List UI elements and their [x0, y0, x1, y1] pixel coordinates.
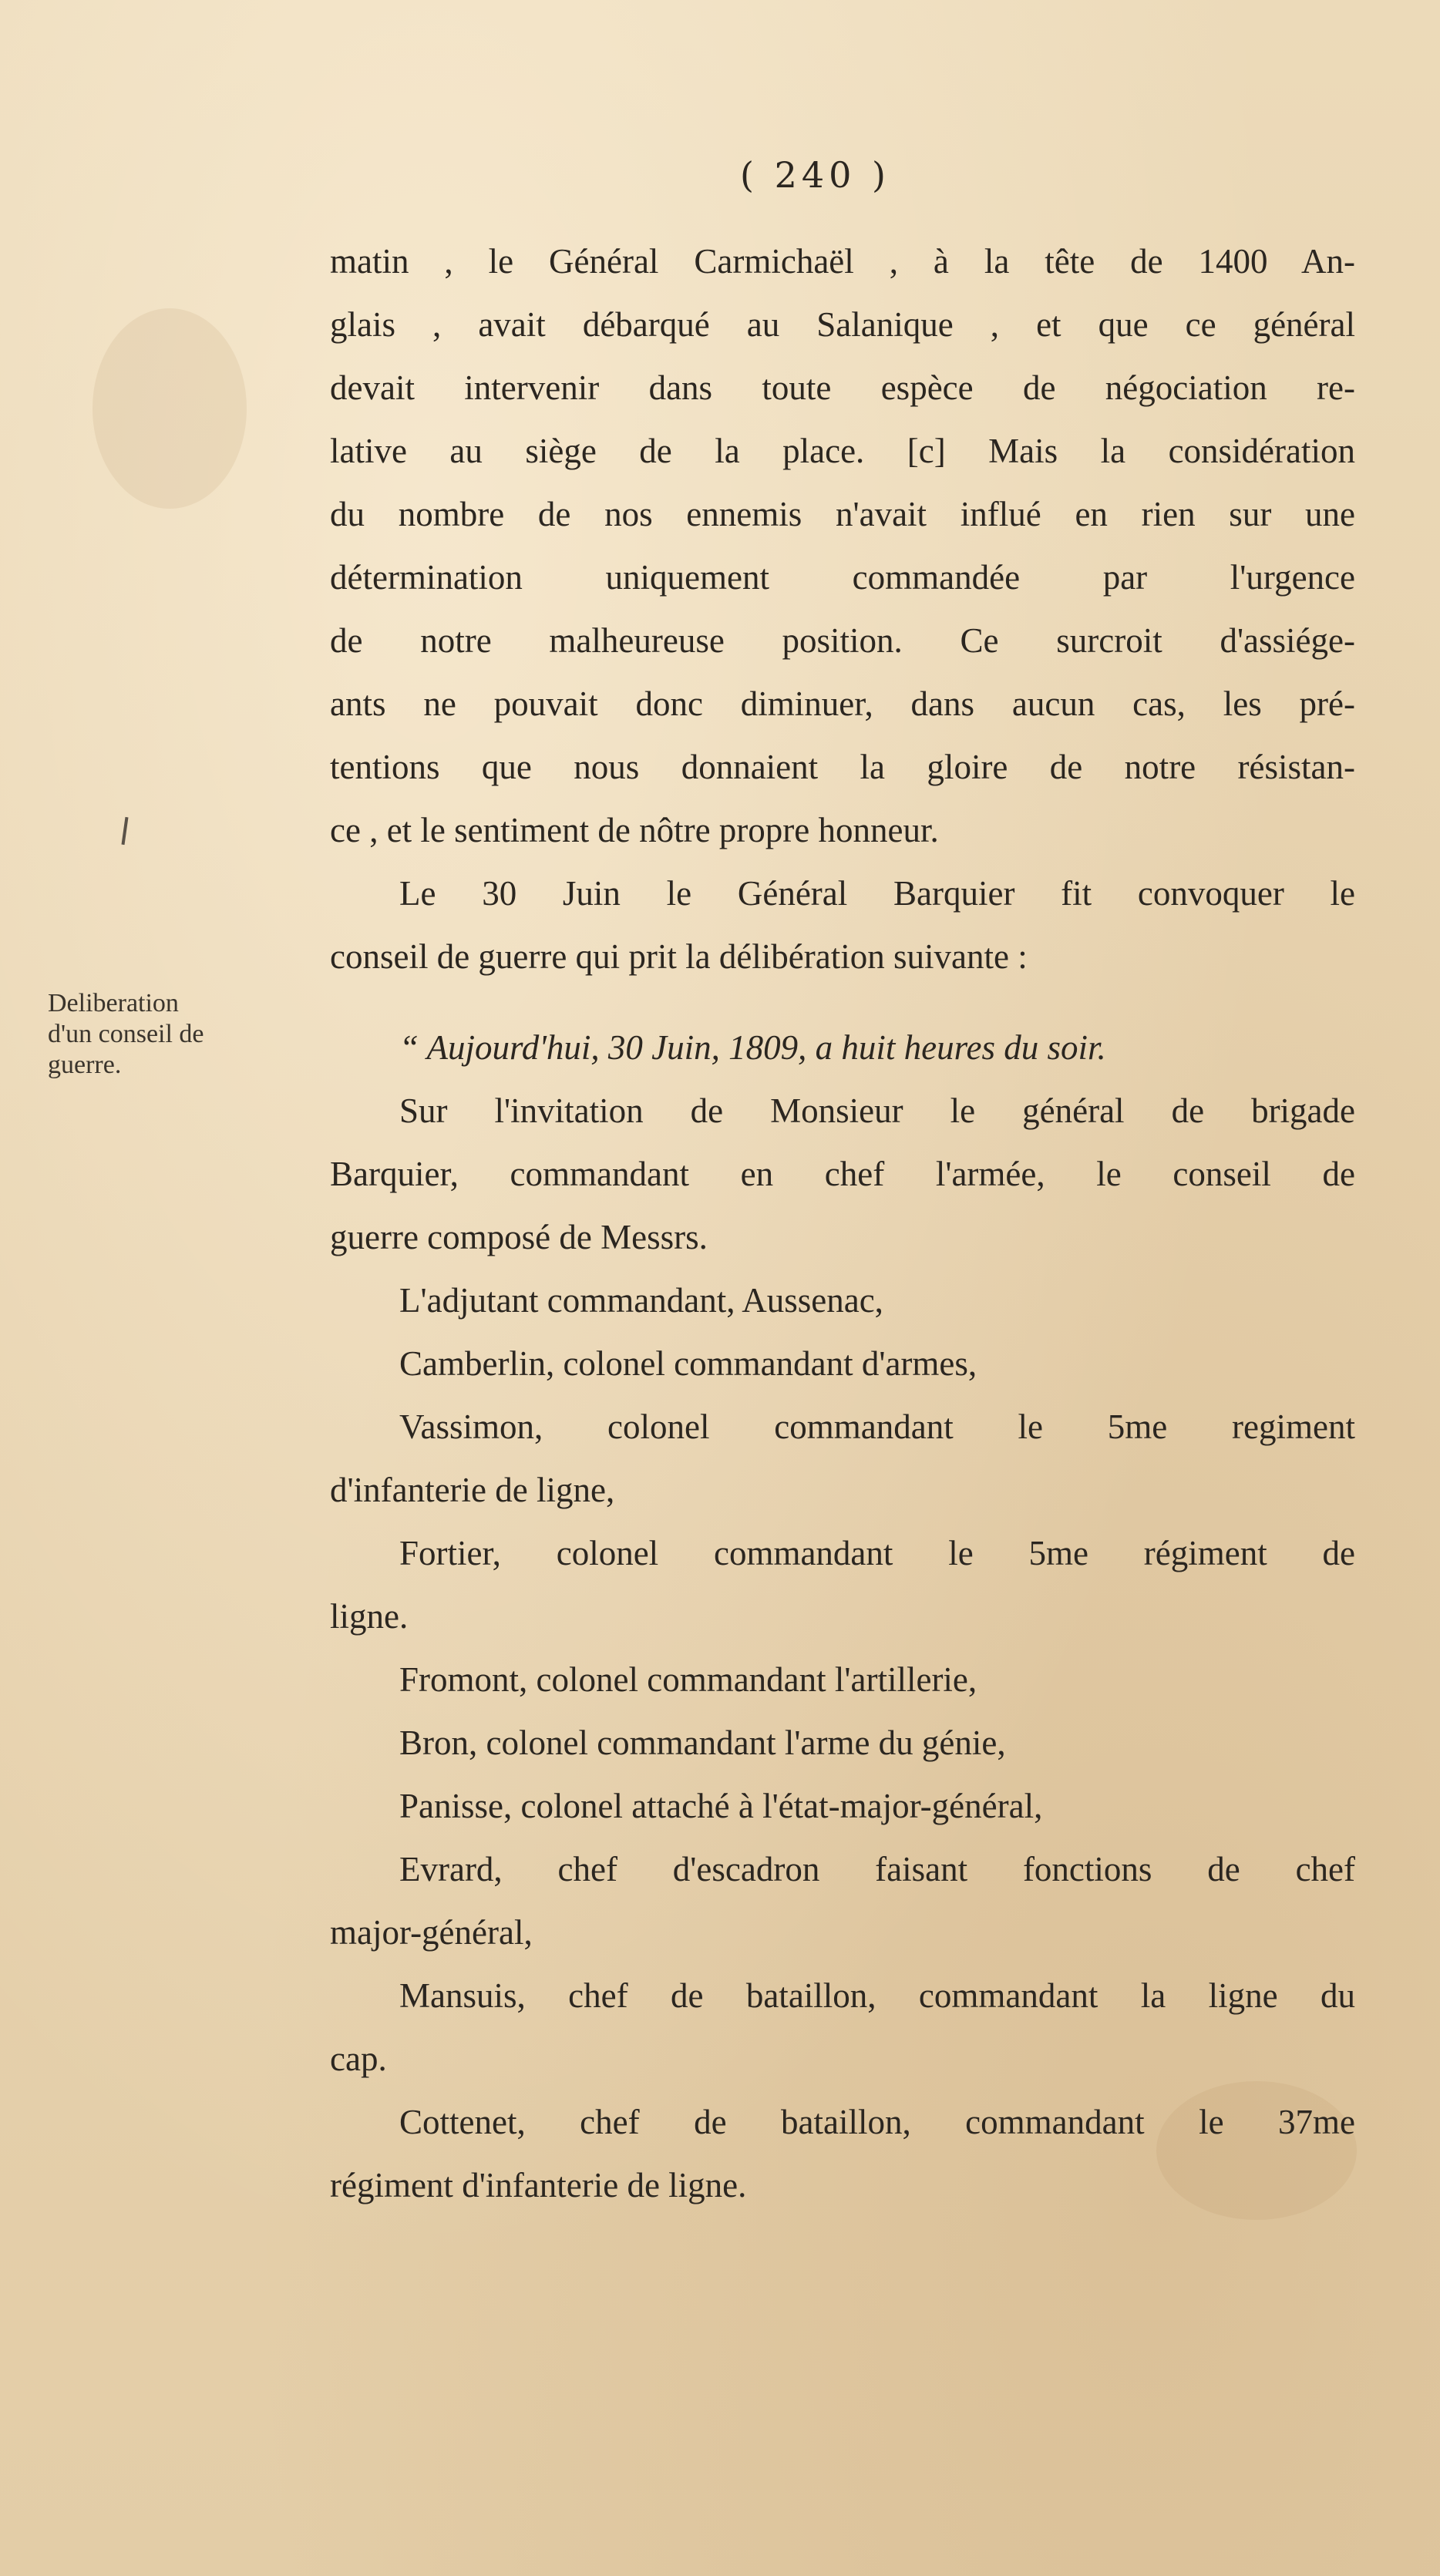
text-line: Barquier, commandant en chef l'armée, le conseil de [330, 1155, 1355, 1193]
member-line: d'infanterie de ligne, [330, 1471, 615, 1509]
text-line: ce , et le sentiment de nôtre propre honneur. [330, 811, 939, 849]
text-line: devait intervenir dans toute espèce de négociation re- [330, 368, 1355, 407]
margin-note [48, 988, 302, 1081]
text-line: matin , le Général Carmichaël , à la tête de 1400 An- [330, 242, 1355, 281]
text-line: tentions que nous donnaient la gloire de notre résistan- [330, 748, 1355, 786]
text-line: glais , avait débarqué au Salanique , et que ce général [330, 305, 1355, 344]
text-line: lative au siège de la place. [c] Mais la considération [330, 432, 1355, 470]
member-line: Cottenet, chef de bataillon, commandant le 37me [399, 2103, 1355, 2141]
text-line: Sur l'invitation de Monsieur le général de brigade [399, 1091, 1355, 1130]
member-line: Fromont, colonel commandant l'artillerie, [399, 1660, 977, 1699]
member-line: Vassimon, colonel commandant le 5me regiment [399, 1407, 1355, 1446]
member-line: Camberlin, colonel commandant d'armes, [399, 1344, 977, 1383]
text-line: ants ne pouvait donc diminuer, dans aucun cas, les pré- [330, 684, 1355, 723]
page-number: ( 240 ) [740, 154, 890, 196]
member-line: Mansuis, chef de bataillon, commandant la ligne du [399, 1976, 1355, 2015]
text-line: Le 30 Juin le Général Barquier fit convoquer le [399, 874, 1355, 913]
paper-stain [93, 308, 247, 509]
member-line: Panisse, colonel attaché à l'état-major-général, [399, 1787, 1043, 1825]
member-line: Evrard, chef d'escadron faisant fonctions de chef [399, 1850, 1355, 1888]
text-line: du nombre de nos ennemis n'avait influé en rien sur une [330, 495, 1355, 533]
margin-note-line: d'un conseil de [48, 1020, 204, 1048]
member-line: Fortier, colonel commandant le 5me régiment de [399, 1534, 1355, 1572]
text-line: guerre composé de Messrs. [330, 1218, 708, 1256]
member-line: major-général, [330, 1913, 533, 1952]
margin-pen-mark [122, 817, 129, 845]
margin-note-line: Deliberation [48, 989, 179, 1017]
body-text [330, 230, 1355, 2217]
member-line: ligne. [330, 1597, 409, 1636]
member-line: Bron, colonel commandant l'arme du génie, [399, 1723, 1006, 1762]
margin-note-line: guerre. [48, 1051, 122, 1079]
text-line: de notre malheureuse position. Ce surcroit d'assiége- [330, 621, 1355, 660]
member-line: régiment d'infanterie de ligne. [330, 2166, 747, 2204]
text-line: conseil de guerre qui prit la délibération suivante : [330, 937, 1028, 976]
quote-heading: “ Aujourd'hui, 30 Juin, 1809, a huit heures du soir. [399, 1028, 1106, 1067]
member-line: cap. [330, 2040, 387, 2078]
text-line: détermination uniquement commandée par l'urgence [330, 558, 1355, 597]
member-line: L'adjutant commandant, Aussenac, [399, 1281, 883, 1320]
